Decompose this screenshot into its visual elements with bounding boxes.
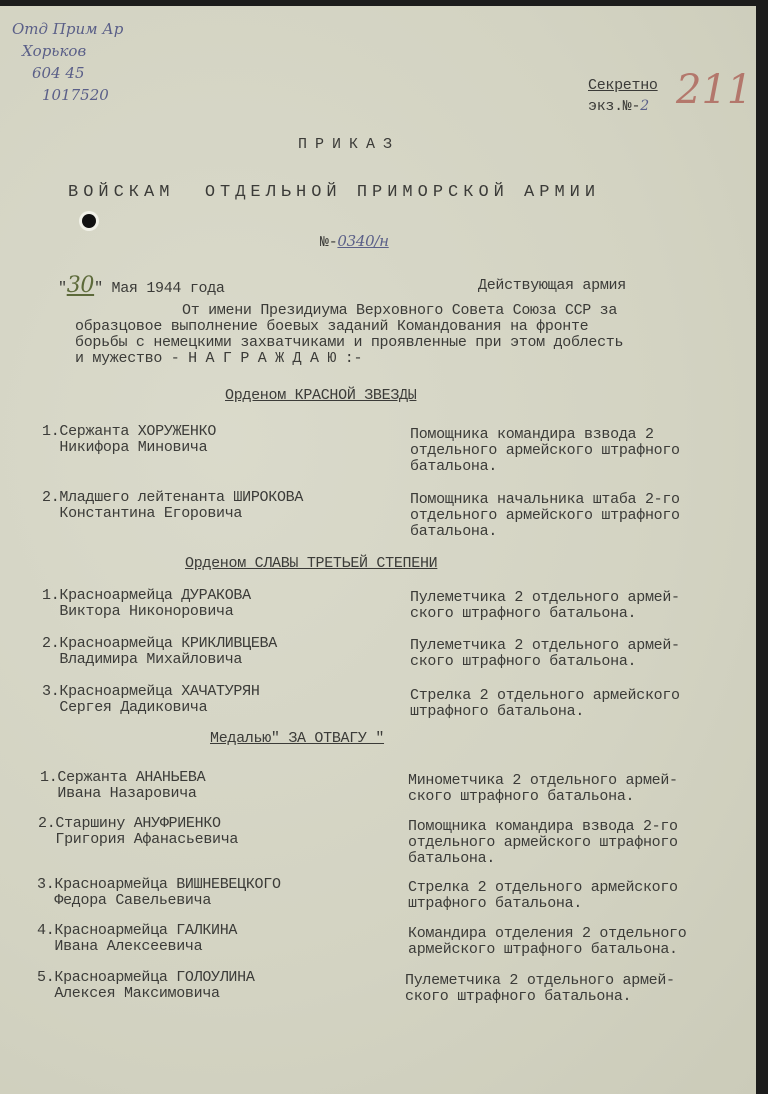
award-name: 2.Старшину АНУФРИЕНКО Григория Афанасьевича bbox=[38, 815, 239, 848]
section-title: Орденом СЛАВЫ ТРЕТЬЕЙ СТЕПЕНИ bbox=[185, 555, 438, 572]
handwritten-note: Хорьков bbox=[22, 42, 87, 60]
document-subtitle: ВОЙСКАМ ОТДЕЛЬНОЙ ПРИМОРСКОЙ АРМИИ bbox=[68, 183, 601, 202]
handwritten-note: Отд Прим Ар bbox=[12, 20, 124, 38]
award-name: 3.Красноармейца ВИШНЕВЕЦКОГО Федора Савельевича bbox=[37, 876, 281, 909]
location: Действующая армия bbox=[478, 277, 626, 294]
section-title: Медалью" ЗА ОТВАГУ " bbox=[210, 730, 385, 747]
award-position: Пулеметчика 2 отдельного армей- ского штрафного батальона. bbox=[410, 589, 680, 622]
award-name: 4.Красноармейца ГАЛКИНА Ивана Алексеевича bbox=[37, 922, 238, 955]
award-position: Минометчика 2 отдельного армей- ского штрафного батальона. bbox=[408, 772, 678, 805]
preamble-line: и мужество - Н А Г Р А Ж Д А Ю :- bbox=[75, 350, 363, 367]
date-line: "30" Мая 1944 года bbox=[58, 273, 225, 298]
handwritten-archive-number: 211 bbox=[676, 67, 753, 113]
award-name: 1.Красноармейца ДУРАКОВА Виктора Никоноровича bbox=[42, 587, 251, 620]
preamble-line: От имени Президиума Верховного Совета Союза ССР за bbox=[182, 302, 618, 319]
award-position: Командира отделения 2 отдельного армейского штрафного батальона. bbox=[408, 925, 687, 958]
secret-label: Секретно bbox=[588, 77, 658, 94]
award-position: Пулеметчика 2 отдельного армей- ского штрафного батальона. bbox=[410, 637, 680, 670]
award-position: Стрелка 2 отдельного армейского штрафного батальона. bbox=[410, 687, 680, 720]
handwritten-note: 604 45 bbox=[32, 64, 85, 82]
handwritten-note: 1017520 bbox=[42, 86, 109, 104]
order-number: №-0340/н bbox=[320, 232, 389, 251]
award-name: 5.Красноармейца ГОЛОУЛИНА Алексея Максимовича bbox=[37, 969, 255, 1002]
award-name: 1.Сержанта ХОРУЖЕНКО Никифора Миновича bbox=[42, 423, 217, 456]
award-name: 3.Красноармейца ХАЧАТУРЯН Сергея Дадиковича bbox=[42, 683, 260, 716]
award-name: 1.Сержанта АНАНЬЕВА Ивана Назаровича bbox=[40, 769, 206, 802]
award-name: 2.Красноармейца КРИКЛИВЦЕВА Владимира Михайловича bbox=[42, 635, 277, 668]
award-position: Помощника командира взвода 2 отдельного армейского штрафного батальона. bbox=[410, 426, 680, 475]
preamble-line: образцовое выполнение боевых заданий Командования на фронте bbox=[75, 318, 589, 335]
document-page bbox=[0, 6, 756, 1094]
copy-label: экз.№-2 bbox=[588, 98, 649, 115]
section-title: Орденом КРАСНОЙ ЗВЕЗДЫ bbox=[225, 387, 417, 404]
award-position: Помощника начальника штаба 2-го отдельного армейского штрафного батальона. bbox=[410, 491, 680, 540]
award-name: 2.Младшего лейтенанта ШИРОКОВА Константина Егоровича bbox=[42, 489, 304, 522]
award-position: Стрелка 2 отдельного армейского штрафного батальона. bbox=[408, 879, 678, 912]
punch-hole bbox=[82, 214, 96, 228]
preamble-line: борьбы с немецкими захватчиками и проявленные при этом доблесть bbox=[75, 334, 624, 351]
award-position: Пулеметчика 2 отдельного армей- ского штрафного батальона. bbox=[405, 972, 675, 1005]
award-position: Помощника командира взвода 2-го отдельного армейского штрафного батальона. bbox=[408, 818, 678, 867]
document-title: ПРИКАЗ bbox=[298, 136, 401, 153]
